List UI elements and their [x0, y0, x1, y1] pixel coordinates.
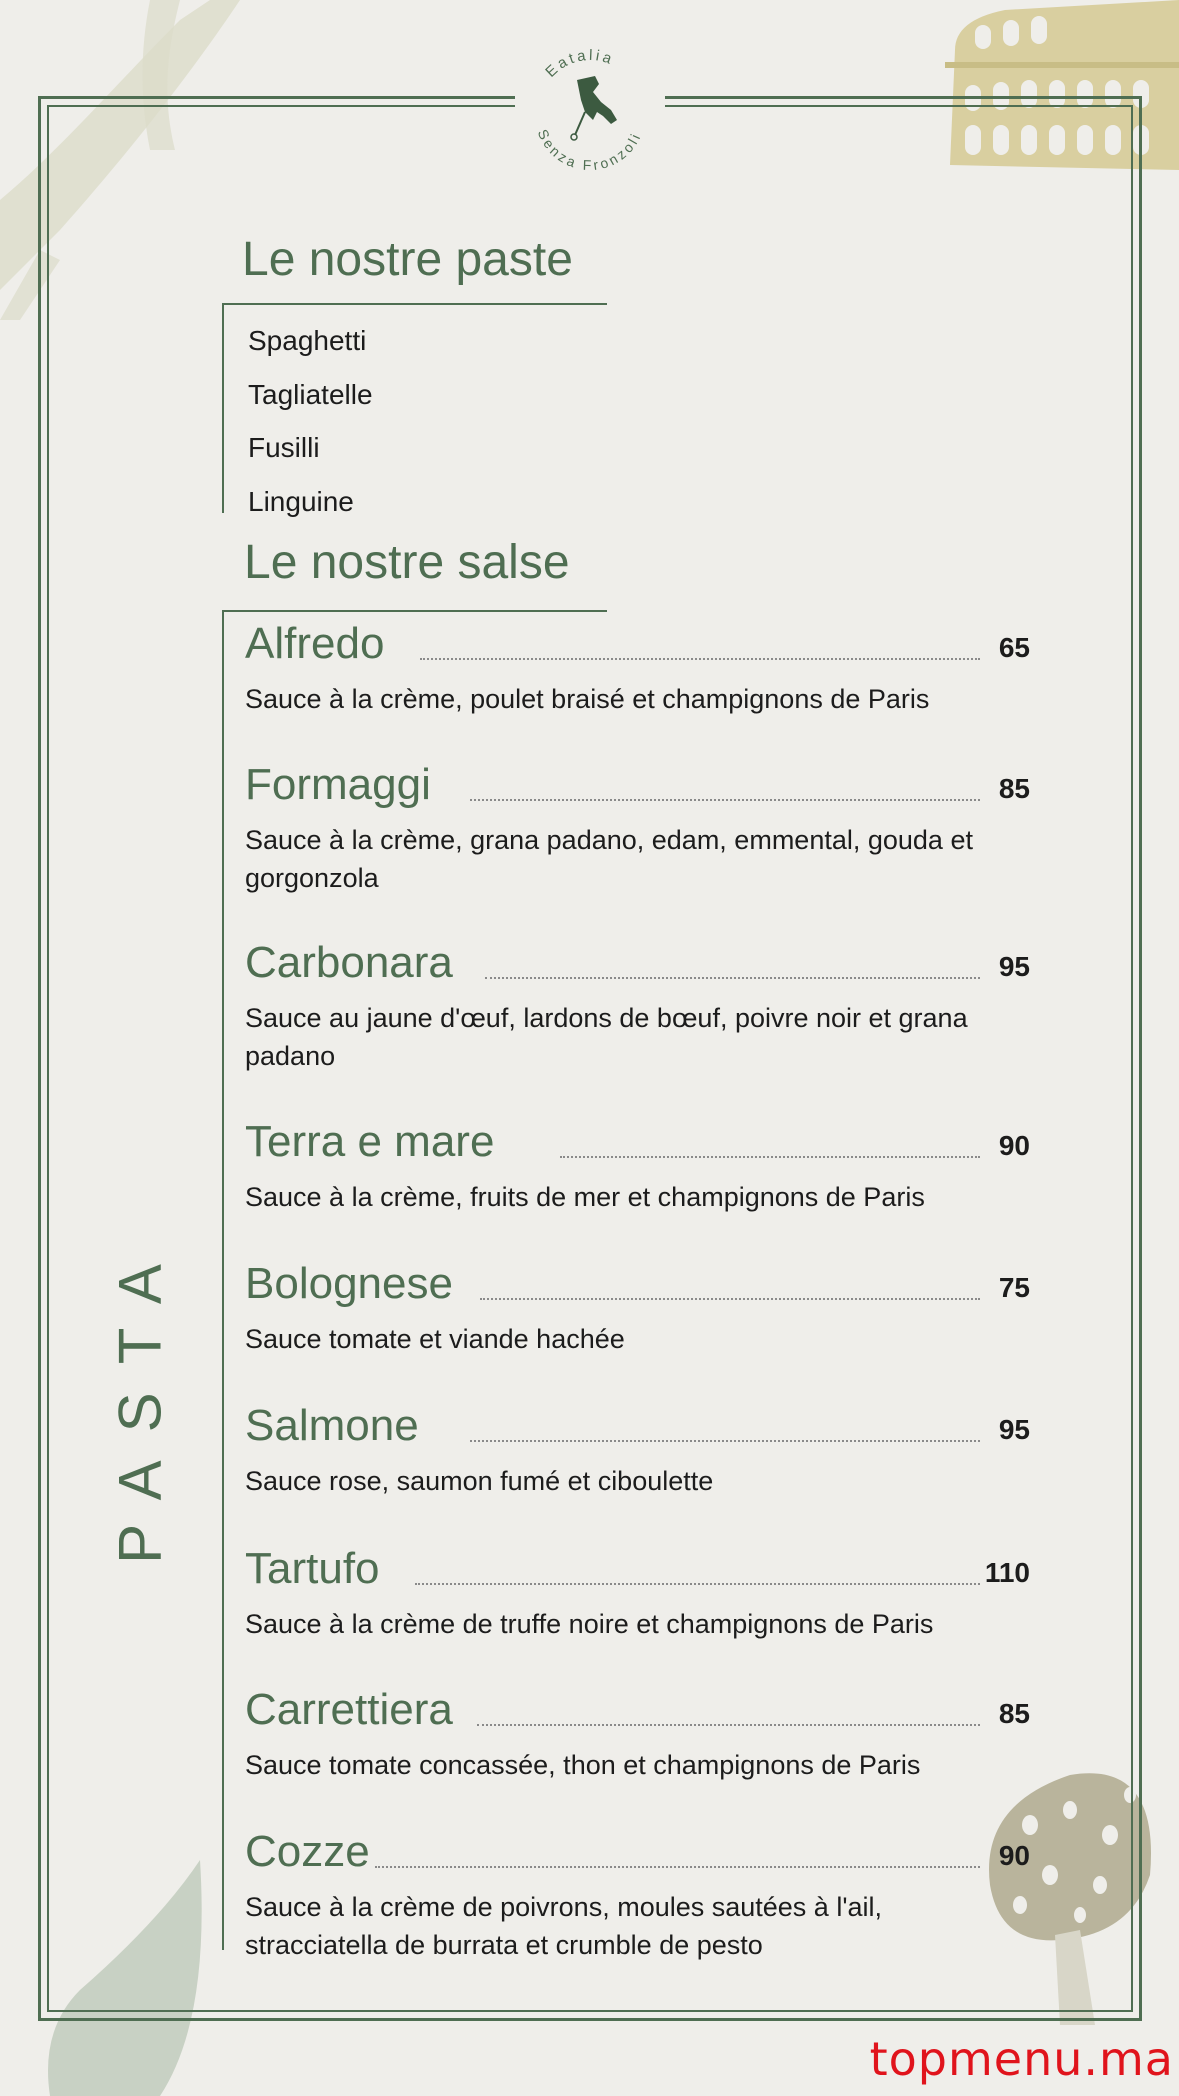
sauces-vertical-rule [222, 610, 224, 1950]
dotted-leader [375, 1866, 980, 1868]
pasta-item: Fusilli [248, 432, 320, 463]
menu-item-description: Sauce rose, saumon fumé et ciboulette [245, 1466, 714, 1496]
pasta-item: Spaghetti [248, 325, 367, 356]
menu-item [245, 1826, 1030, 1964]
sauces-title: Le nostre salse [244, 536, 570, 589]
dotted-leader [420, 658, 980, 660]
menu-item [245, 1116, 1030, 1216]
menu-item-price: 75 [998, 1272, 1030, 1303]
menu-item-description: Sauce au jaune d'œuf, lardons de bœuf, poivre noir et grana padano [245, 1003, 968, 1071]
menu-item-name: Tartufo [245, 1544, 380, 1593]
pasta-types-title-rule [222, 303, 607, 305]
menu-item-name: Terra e mare [245, 1117, 495, 1166]
pasta-item: Tagliatelle [248, 379, 373, 410]
menu-item [245, 937, 1030, 1075]
brand-tagline: Senza Fronzoli [534, 126, 645, 174]
menu-item-price: 90 [998, 1840, 1030, 1871]
menu-item-name: Bolognese [245, 1259, 453, 1308]
sauces-title-rule [222, 610, 607, 612]
menu-item-description: Sauce tomate et viande hachée [245, 1324, 625, 1354]
dotted-leader [477, 1724, 980, 1726]
menu-item-description: Sauce à la crème, poulet braisé et champignons de Paris [245, 684, 930, 714]
pasta-types-vertical-rule [222, 303, 224, 513]
menu-item-name: Alfredo [245, 619, 385, 668]
dotted-leader [480, 1298, 980, 1300]
svg-text:Eatalia [542, 47, 616, 81]
menu-item [245, 1543, 1030, 1643]
menu-item-description: Sauce à la crème, fruits de mer et champignons de Paris [245, 1182, 925, 1212]
category-label: PASTA [106, 1236, 174, 1564]
pasta-types-title: Le nostre paste [242, 233, 573, 286]
menu-item-price: 110 [984, 1557, 1030, 1588]
menu-item [245, 759, 1030, 897]
pasta-item: Linguine [248, 486, 354, 517]
menu-item-name: Formaggi [245, 760, 431, 809]
brand-name: Eatalia [542, 46, 617, 81]
menu-item-price: 90 [998, 1130, 1030, 1161]
menu-item-description: Sauce tomate concassée, thon et champignons de Paris [245, 1750, 921, 1780]
menu-item-price: 65 [998, 632, 1030, 663]
menu-item-price: 95 [998, 951, 1030, 982]
dotted-leader [560, 1156, 980, 1158]
dotted-leader [485, 977, 980, 979]
dotted-leader [470, 799, 980, 801]
dotted-leader [415, 1583, 980, 1585]
menu-item-name: Carbonara [245, 938, 453, 987]
menu-item [245, 1400, 1030, 1500]
menu-item-price: 85 [998, 773, 1030, 804]
menu-item [245, 1684, 1030, 1784]
menu-item-description: Sauce à la crème de poivrons, moules sautées à l'ail, stracciatella de burrata et crumble de pesto [245, 1892, 882, 1960]
menu-item-name: Carrettiera [245, 1685, 453, 1734]
menu-item-price: 85 [998, 1698, 1030, 1729]
site-watermark: topmenu.ma [869, 2032, 1174, 2086]
menu-item-description: Sauce à la crème de truffe noire et champignons de Paris [245, 1609, 934, 1639]
menu-item [245, 618, 1030, 718]
menu-item-name: Salmone [245, 1401, 419, 1450]
menu-item [245, 1258, 1030, 1358]
svg-text:Senza Fronzoli [535, 127, 645, 173]
brand-logo [515, 40, 665, 180]
dotted-leader [470, 1440, 980, 1442]
menu-item-price: 95 [998, 1414, 1030, 1445]
menu-item-name: Cozze [245, 1827, 370, 1876]
menu-item-description: Sauce à la crème, grana padano, edam, emmental, gouda et gorgonzola [245, 825, 973, 893]
